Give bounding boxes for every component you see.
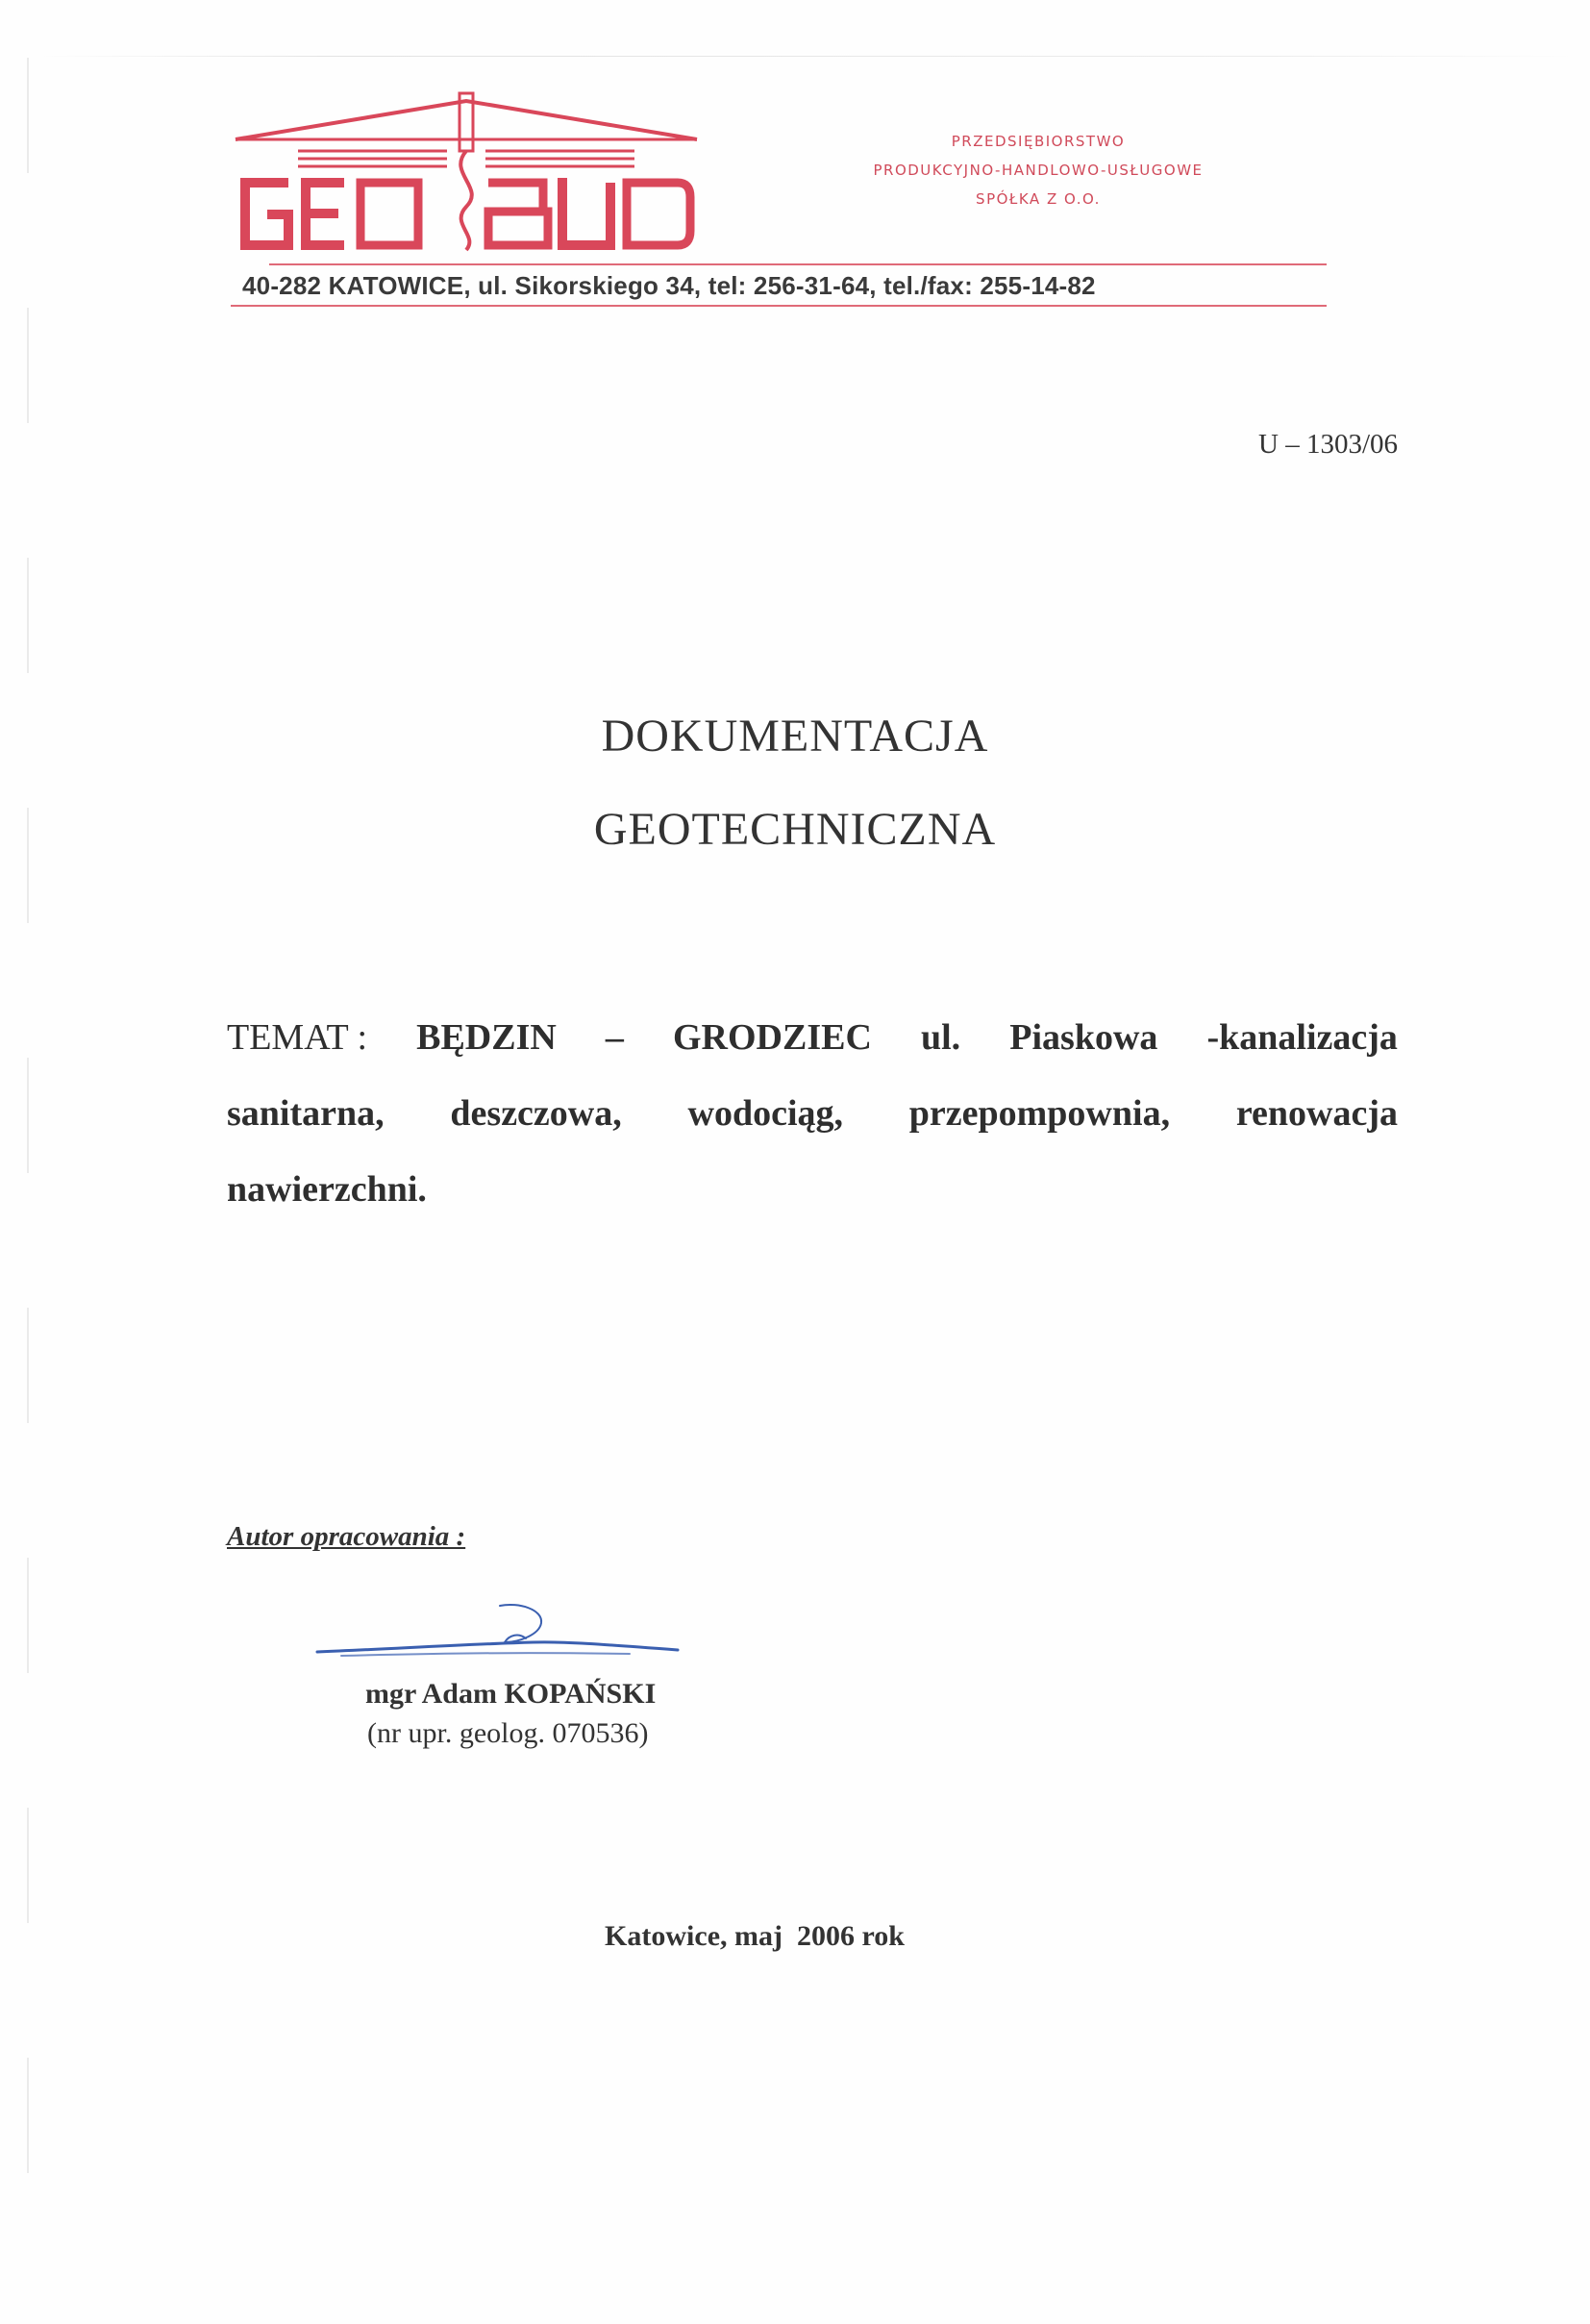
- place-date: Katowice, maj 2006 rok: [605, 1920, 905, 1952]
- topic-word: -kanalizacja: [1206, 1017, 1398, 1058]
- author-name: mgr Adam KOPAŃSKI: [365, 1678, 657, 1710]
- document-topic: [227, 1000, 1398, 1228]
- address-bar: [231, 263, 1327, 307]
- company-line: PRODUKCYJNO-HANDLOWO-USŁUGOWE: [873, 162, 1204, 179]
- document-title-line-2: GEOTECHNICZNA: [593, 804, 997, 855]
- topic-word: BĘDZIN: [416, 1017, 557, 1058]
- topic-word: renowacja: [1235, 1093, 1398, 1134]
- company-description: [769, 127, 1307, 213]
- geobud-logo: [231, 91, 702, 255]
- company-line: PRZEDSIĘBIORSTWO: [951, 133, 1126, 150]
- topic-word: wodociąg,: [687, 1093, 844, 1134]
- scan-edge-artifact: [38, 56, 1577, 57]
- topic-line-1: [227, 1000, 1398, 1076]
- author-license: (nr upr. geolog. 070536): [367, 1717, 649, 1749]
- topic-word: ul.: [920, 1017, 961, 1058]
- document-title-line-1: DOKUMENTACJA: [601, 711, 989, 762]
- topic-word: sanitarna,: [227, 1093, 385, 1134]
- topic-word: –: [605, 1017, 624, 1058]
- topic-line-3: [227, 1152, 1398, 1228]
- document-number: U – 1303/06: [1258, 429, 1398, 460]
- topic-word: GRODZIEC: [672, 1017, 872, 1058]
- topic-word: przepompownia,: [908, 1093, 1171, 1134]
- topic-word: Piaskowa: [1009, 1017, 1158, 1058]
- topic-word: deszczowa,: [450, 1093, 622, 1134]
- address-rule-bottom: [231, 305, 1327, 307]
- topic-line-2: [227, 1076, 1398, 1152]
- topic-label: TEMAT :: [227, 1017, 368, 1058]
- topic-word: nawierzchni.: [227, 1169, 427, 1210]
- author-label: Autor opracowania :: [227, 1521, 466, 1552]
- company-address: 40-282 KATOWICE, ul. Sikorskiego 34, tel: 256-31-64, tel./fax: 255-14-82: [242, 271, 1096, 300]
- company-line: SPÓŁKA Z O.O.: [976, 190, 1101, 208]
- signature: [312, 1596, 697, 1673]
